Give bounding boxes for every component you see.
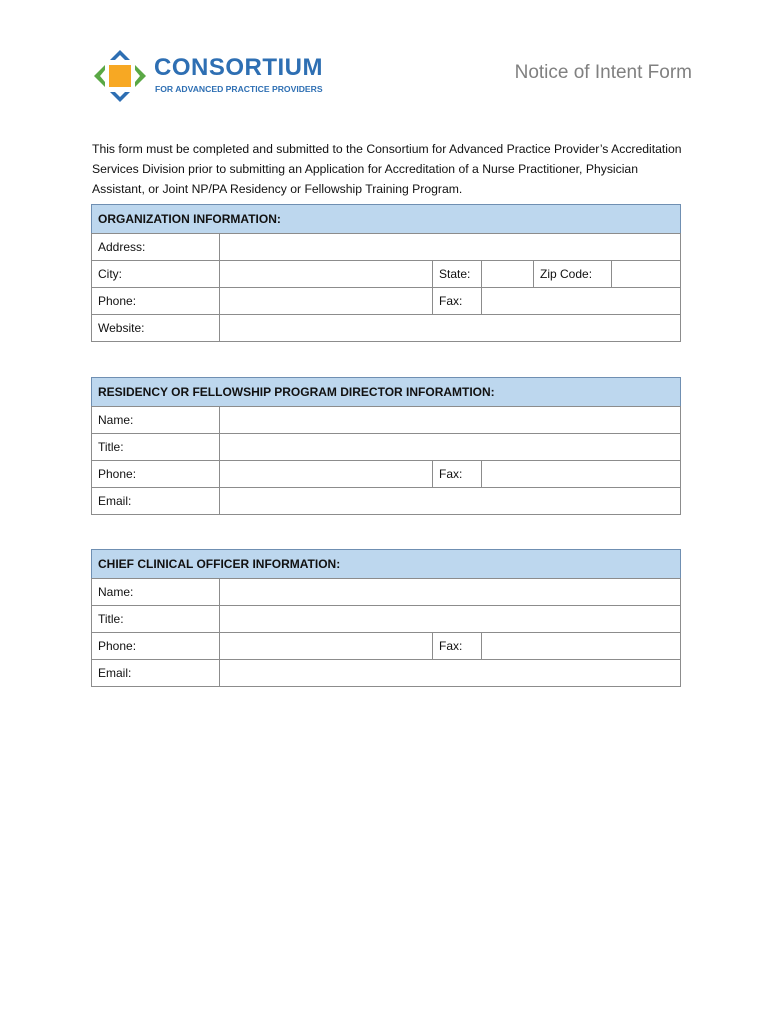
- fax-field[interactable]: [482, 288, 681, 315]
- phone-field[interactable]: [220, 288, 433, 315]
- fax-label: Fax:: [433, 288, 482, 315]
- address-field[interactable]: [220, 234, 681, 261]
- title-label: Title:: [92, 606, 220, 633]
- intro-paragraph: This form must be completed and submitted to the Consortium for Advanced Practice Provider’s Accreditation Services Division prior to submitting an Application for Accreditation of a Nurse Practitioner, Physician Assistant, or Joint NP/PA Residency or Fellowship Training Program.: [92, 142, 682, 196]
- website-field[interactable]: [220, 315, 681, 342]
- fax-field[interactable]: [482, 461, 681, 488]
- fax-label: Fax:: [433, 461, 482, 488]
- phone-field[interactable]: [220, 633, 433, 660]
- section-heading: ORGANIZATION INFORMATION:: [92, 205, 681, 234]
- zip-label: Zip Code:: [534, 261, 612, 288]
- email-label: Email:: [92, 660, 220, 687]
- section-heading: CHIEF CLINICAL OFFICER INFORMATION:: [92, 550, 681, 579]
- fax-label: Fax:: [433, 633, 482, 660]
- email-field[interactable]: [220, 488, 681, 515]
- fax-field[interactable]: [482, 633, 681, 660]
- city-field[interactable]: [220, 261, 433, 288]
- name-field[interactable]: [220, 407, 681, 434]
- address-label: Address:: [92, 234, 220, 261]
- cco-section: [91, 549, 681, 687]
- city-label: City:: [92, 261, 220, 288]
- state-field[interactable]: [482, 261, 534, 288]
- phone-label: Phone:: [92, 633, 220, 660]
- organization-section: [91, 204, 681, 342]
- phone-label: Phone:: [92, 288, 220, 315]
- email-field[interactable]: [220, 660, 681, 687]
- consortium-logo: [92, 46, 342, 106]
- logo-name: CONSORTIUM: [154, 54, 323, 81]
- consortium-cross-icon: [92, 46, 148, 106]
- page-title: Notice of Intent Form: [514, 62, 692, 83]
- website-label: Website:: [92, 315, 220, 342]
- name-field[interactable]: [220, 579, 681, 606]
- phone-label: Phone:: [92, 461, 220, 488]
- title-field[interactable]: [220, 434, 681, 461]
- name-label: Name:: [92, 579, 220, 606]
- title-field[interactable]: [220, 606, 681, 633]
- title-label: Title:: [92, 434, 220, 461]
- name-label: Name:: [92, 407, 220, 434]
- phone-field[interactable]: [220, 461, 433, 488]
- state-label: State:: [433, 261, 482, 288]
- logo-tagline: FOR ADVANCED PRACTICE PROVIDERS: [155, 84, 323, 94]
- director-section: [91, 377, 681, 515]
- email-label: Email:: [92, 488, 220, 515]
- zip-field[interactable]: [612, 261, 681, 288]
- section-heading: RESIDENCY OR FELLOWSHIP PROGRAM DIRECTOR INFORAMTION:: [92, 378, 681, 407]
